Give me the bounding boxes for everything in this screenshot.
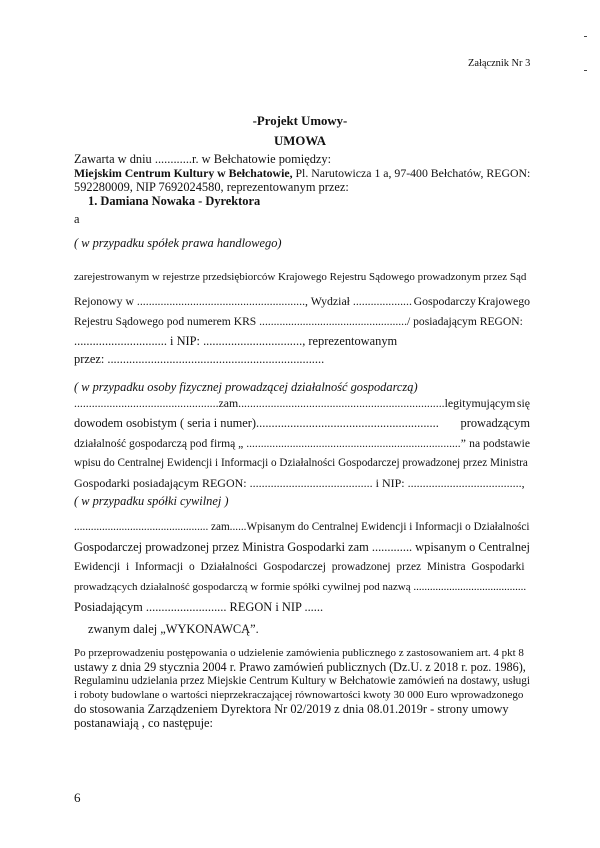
scan-mark (584, 36, 587, 37)
text-segment: dowodem osobistym ( seria i numer)........................................................... (74, 416, 439, 430)
party-name: Miejskim Centrum Kultury w Bełchatowie, (74, 166, 293, 180)
contractor-designation: zwanym dalej „WYKONAWCĄ”. (88, 622, 259, 636)
civil-heading: ( w przypadku spółki cywilnej ) (74, 494, 229, 508)
intro-line-3: 592280009, NIP 7692024580, reprezentowanym przez: (74, 180, 349, 194)
text-segment: .................................................zam......................................................................legitymującym (74, 396, 516, 410)
civil-line-2 (74, 540, 530, 555)
procurement-line-4: i roboty budowlane o wartości nieprzekraczającej równowartości kwoty 30 000 Euro wprowadzonego (74, 689, 524, 701)
commercial-line-4: .............................. i NIP: ................................, reprezentowanym (74, 334, 398, 348)
text-segment: Gospodarczej prowadzonej przez Ministra Gospodarki (74, 540, 346, 554)
project-label: -Projekt Umowy- (252, 114, 348, 128)
representative: 1. Damiana Nowaka - Dyrektora (88, 194, 261, 208)
commercial-line-1: zarejestrowanym w rejestrze przedsiębiorców Krajowego Rejestru Sądowego prowadzonym przez Sąd (74, 271, 527, 283)
procurement-line-1: Po przeprowadzeniu postępowania o udzielenie zamówienia publicznego z zastosowaniem art. 4 pkt 8 (74, 647, 524, 659)
conjunction: a (74, 212, 80, 226)
scan-mark (584, 70, 587, 71)
individual-line-3 (74, 436, 530, 451)
civil-line-1: ................................................ zam......Wpisanym do Centralnej Ewidencji i Informacji o Działalności (74, 521, 530, 533)
intro-line-1: Zawarta w dniu ............r. w Bełchatowie pomiędzy: (74, 152, 332, 166)
party-address: Pl. Narutowicza 1 a, 97-400 Bełchatów, REGON: (295, 166, 531, 180)
text-segment: wpisanym (415, 540, 467, 554)
commercial-heading: ( w przypadku spółek prawa handlowego) (74, 236, 282, 250)
procurement-line-2: ustawy z dnia 29 stycznia 2004 r. Prawo zamówień publicznych (Dz.U. z 2018 r. poz. 1986), (74, 660, 526, 674)
civil-line-4: prowadzących działalność gospodarczą w formie spółki cywilnej pod nazwą ......................................... (74, 581, 527, 593)
text-segment: prowadzącym (460, 416, 530, 430)
document-title: UMOWA (274, 134, 326, 148)
commercial-line-5: przez: ...................................................................... (74, 352, 325, 366)
text-segment: się (516, 396, 530, 410)
annex-label: Załącznik Nr 3 (468, 58, 531, 69)
individual-line-2 (74, 416, 530, 431)
procurement-line-6: postanawiają , co następuje: (74, 716, 214, 730)
procurement-line-5: do stosowania Zarządzeniem Dyrektora Nr 02/2019 z dnia 08.01.2019r - strony umowy (74, 702, 509, 716)
individual-line-5: Gospodarki posiadającym REGON: ......................................... i NIP: ......................................, (74, 476, 525, 490)
commercial-line-2 (74, 294, 530, 309)
text-segment: o (469, 540, 476, 554)
individual-heading: ( w przypadku osoby fizycznej prowadzącej działalność gospodarczą) (74, 380, 418, 394)
text-segment: na podstawie (469, 437, 530, 450)
text-segment: Gospodarczy (413, 294, 476, 308)
text-segment: działalność gospodarczą pod firmą „ ..........................................................................” (74, 437, 466, 450)
page-number: 6 (74, 790, 81, 805)
text-segment: Krajowego (477, 294, 530, 308)
individual-line-4: wpisu do Centralnej Ewidencji i Informacji o Działalności Gospodarczej prowadzonej przez Ministra (74, 457, 528, 469)
procurement-line-3: Regulaminu udzielania przez Miejskie Centrum Kultury w Bełchatowie zamówień na dostawy, usługi (74, 675, 530, 687)
individual-line-1 (74, 396, 530, 411)
civil-line-3: Ewidencji i Informacji o Działalności Gospodarczej prowadzonej przez Ministra Gospodarki (74, 561, 525, 573)
civil-line-5: Posiadającym .......................... REGON i NIP ...... (74, 600, 324, 614)
commercial-line-3: Rejestru Sądowego pod numerem KRS .................................................../ posiadającym REGON: (74, 315, 523, 328)
text-segment: Centralnej (478, 540, 530, 554)
intro-line-2 (74, 166, 530, 181)
text-segment: zam ............. (348, 540, 413, 554)
text-segment: Rejonowy w ........................................................., Wydział .................... (74, 294, 412, 308)
